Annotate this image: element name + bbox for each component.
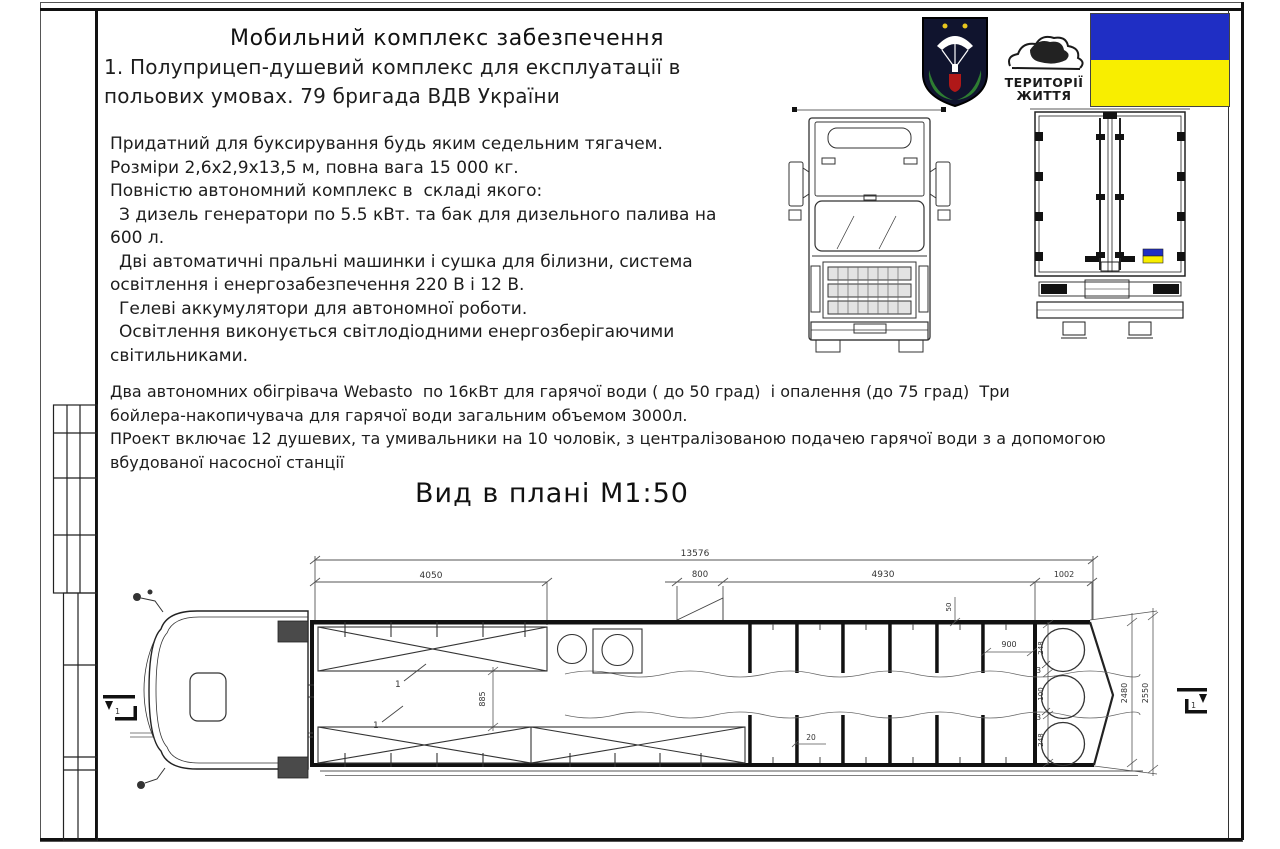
spec-line: З дизель генератори по 5.5 кВт. та бак для дизельного палива на bbox=[119, 204, 717, 225]
dim-900-lines bbox=[981, 648, 1037, 656]
frame-top-line bbox=[40, 8, 1242, 11]
dim-20: 20 bbox=[806, 733, 816, 742]
spec-line: Гелеві аккумулятори для автономної роботи. bbox=[119, 298, 528, 319]
dim-r1: 248 bbox=[1037, 641, 1045, 655]
dimension-lines bbox=[310, 556, 1098, 625]
spec-line: Дві автоматичні пральні машинки і сушка для білизни, система bbox=[119, 251, 693, 272]
section-label: 1 bbox=[1191, 701, 1197, 710]
leader-line bbox=[382, 706, 403, 722]
leader-1: 1 bbox=[395, 680, 401, 690]
org-logo-text-1: ТЕРИТОРІЇ bbox=[1004, 75, 1084, 90]
plan-view-drawing bbox=[95, 545, 1245, 810]
spec-text-block bbox=[110, 133, 770, 368]
trailer-rear-view-drawing bbox=[1025, 106, 1195, 354]
org-logo-text-2: ЖИТТЯ bbox=[1016, 88, 1072, 103]
heating-line: бойлера-накопичувача для гарячої води загальним объемом 3000л. bbox=[110, 405, 688, 425]
trailer-rear-taper bbox=[1090, 622, 1113, 765]
dim-wall: 50 bbox=[945, 602, 953, 612]
ukraine-flag bbox=[1090, 13, 1230, 107]
spec-line: Розміри 2,6х2,9х13,5 м, повна вага 15 000 кг. bbox=[110, 157, 519, 178]
dim-rear: 1002 bbox=[1053, 570, 1075, 579]
heating-line: ПРоект включає 12 душевих, та умивальники на 10 чоловік, з централізованою подачею гарячої води з а допомогою bbox=[110, 429, 1106, 448]
spec-line: освітлення і енергозабезпечення 220 В і 12 В. bbox=[110, 275, 525, 295]
section-label: 1 bbox=[115, 707, 121, 716]
subtitle-line-2: польових умовах. 79 бригада ВДВ України bbox=[104, 84, 560, 108]
dim-gap: 800 bbox=[691, 570, 709, 580]
dim-r3: 248 bbox=[1037, 733, 1045, 747]
heating-line: Два автономних обігрівача Webasto по 16кВт для гарячої води ( до 50 град) і опалення (до 75 град) Три bbox=[110, 382, 1010, 401]
spec-line: Придатний для буксирування будь яким седельним тягачем. bbox=[110, 134, 663, 154]
dim-width-outer: 2550 bbox=[1141, 682, 1150, 704]
dim-stall-width: 900 bbox=[1001, 640, 1017, 649]
dim-stalls: 4930 bbox=[871, 570, 895, 580]
tractor-cab-plan bbox=[133, 590, 314, 790]
page-title: Мобильний комплекс забезпечення bbox=[230, 26, 665, 51]
org-logo bbox=[996, 28, 1092, 106]
subtitle-line-1: 1. Полуприцеп-душевий комплекс для експлуатації в bbox=[104, 55, 681, 79]
dim-width-inner: 2480 bbox=[1120, 682, 1129, 704]
flag-blue-band bbox=[1091, 14, 1229, 60]
leader-1: 1 bbox=[373, 721, 379, 731]
dim-corridor-lines bbox=[488, 667, 498, 731]
left-margin-table bbox=[40, 390, 98, 841]
heating-line: вбудованої насосної станції bbox=[110, 452, 345, 472]
org-logo-sketch-icon bbox=[996, 28, 1092, 72]
heating-text-block bbox=[110, 380, 1200, 474]
boiler-mark: 3 bbox=[1036, 713, 1042, 722]
spec-line: 600 л. bbox=[110, 228, 165, 248]
spec-line: Повністю автономний комплекс в складі якого: bbox=[110, 181, 543, 201]
brigade-emblem bbox=[915, 12, 995, 112]
dim-front: 4050 bbox=[419, 571, 443, 581]
flag-yellow-band bbox=[1091, 60, 1229, 106]
truck-front-view-drawing bbox=[782, 98, 957, 356]
dim-corridor: 885 bbox=[478, 691, 487, 707]
spec-line: світильниками. bbox=[110, 345, 249, 366]
leader-line bbox=[404, 664, 426, 681]
spec-line: Освітлення виконується світлодіодними енергозберігаючими bbox=[119, 322, 675, 342]
dim-overall: 13576 bbox=[680, 549, 710, 559]
ramp-wedge-mark bbox=[673, 598, 723, 622]
dim-r2: 100 bbox=[1037, 687, 1045, 701]
boiler-mark: 3 bbox=[1036, 666, 1042, 675]
bench-structures bbox=[318, 622, 745, 767]
stall-partitions bbox=[748, 624, 985, 763]
plan-view-label: Вид в плані М1:50 bbox=[415, 478, 689, 509]
frame-bottom-line bbox=[40, 838, 1242, 841]
